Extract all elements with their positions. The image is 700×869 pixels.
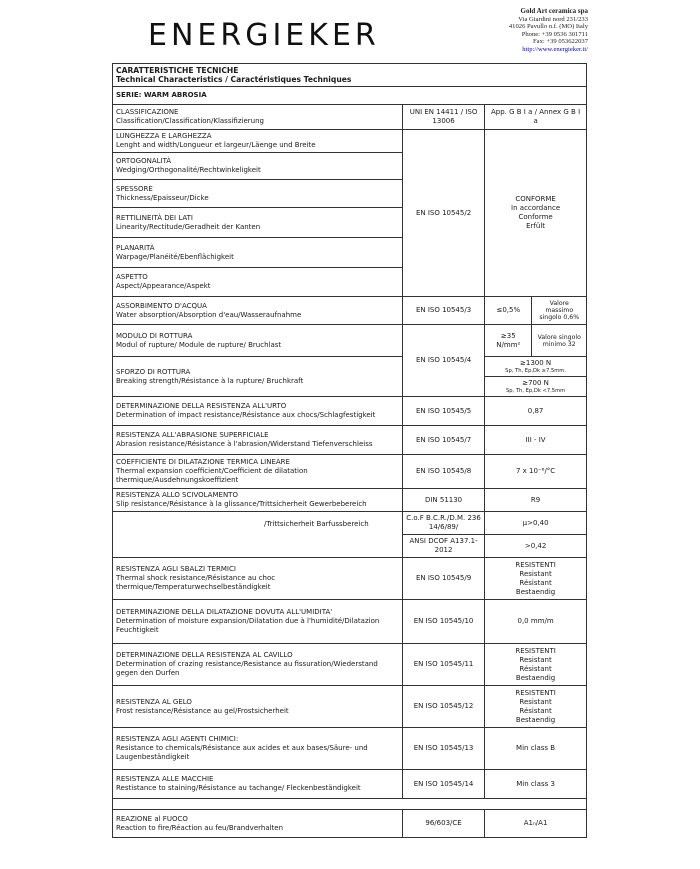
table-subtitle: Technical Characteristics / Caractéristiques Techniques (116, 75, 352, 84)
dimension-compliance-value (485, 130, 587, 297)
row-value: 0,87 (485, 397, 587, 426)
row-label (113, 728, 403, 770)
value-line: Résistant (519, 578, 552, 587)
label-it: RESISTENZA AGLI SBALZI TERMICI (116, 565, 236, 573)
label-it: RESISTENZA AGLI AGENTI CHIMICI: (116, 735, 239, 743)
table-row (113, 357, 587, 377)
label-it: COEFFICIENTE DI DILATAZIONE TERMICA LINEARE (116, 458, 290, 466)
logo-text-left: ENERGI (148, 18, 286, 53)
row-norm: UNI EN 14411 / ISO 13006 (402, 105, 484, 130)
label-translation: Aspect/Appearance/Aspekt (116, 282, 211, 290)
row-value: 0,0 mm/m (485, 600, 587, 644)
label-it: ORTOGONALITÀ (116, 157, 172, 165)
value-line: Bestaendig (515, 673, 556, 682)
row-value: >0,42 (485, 535, 587, 558)
serie-row (113, 87, 587, 105)
table-row (113, 489, 587, 512)
row-label (113, 426, 403, 455)
row-value: µ>0,40 (485, 512, 587, 535)
label-translation: Thermal expansion coefficient/Coefficient de dilatation thermique/Ausdehnungskoeffizient (116, 467, 308, 484)
value-line: Resistant (519, 655, 552, 664)
value-line: RESISTENTI (515, 560, 556, 569)
label-translation: Thermal shock resistance/Résistance au choc thermique/Temperaturwechselbeständigkeit (116, 574, 276, 591)
address-fax: Fax: +39 053622037 (532, 38, 588, 46)
label-translation: Determination of impact resistance/Résistance aux chocs/Schlagfestigkeit (116, 411, 376, 419)
row-label (113, 455, 403, 489)
address-street: Via Giardini nord 231/233 (518, 15, 588, 23)
row-norm: EN ISO 10545/2 (402, 130, 484, 297)
company-website-link[interactable]: http://www.energieker.it/ (522, 45, 588, 53)
label-translation: Water absorption/Absorption d'eau/Wasseraufnahme (116, 310, 302, 319)
row-label (113, 558, 403, 600)
table-row (113, 558, 587, 600)
row-label (113, 180, 403, 208)
row-norm: EN ISO 10545/11 (402, 644, 484, 686)
address-phone: Phone: +39 0536 301711 (521, 30, 588, 38)
row-value (485, 644, 587, 686)
value-line: Résistant (519, 706, 552, 715)
row-norm: EN ISO 10545/4 (402, 325, 484, 397)
label-translation: Lenght and width/Longueur et largeur/Läenge und Breite (116, 141, 316, 149)
row-value-note: Valore massimo singolo 0,6% (532, 297, 587, 325)
value-line: In accordance (511, 204, 561, 212)
logo-text-mid: E (285, 18, 309, 53)
row-norm: DIN 51130 (402, 489, 484, 512)
label-it: RESISTENZA ALL'ABRASIONE SUPERFICIALE (116, 431, 269, 439)
value-note: Sp, Th, Ep,Dk <7,5mm (505, 388, 566, 394)
company-address (509, 8, 588, 54)
row-norm: EN ISO 10545/12 (402, 686, 484, 728)
row-norm: EN ISO 10545/5 (402, 397, 484, 426)
row-label (113, 297, 403, 325)
label-it: RETTILINEITÀ DEI LATI (116, 213, 193, 222)
table-header-row (113, 64, 587, 87)
row-value: 7 x 10⁻⁶/°C (485, 455, 587, 489)
value-line: ≥1300 N (520, 359, 552, 367)
table-row (113, 297, 587, 325)
table-title: CARATTERISTICHE TECNICHE (116, 66, 239, 75)
table-header (113, 64, 587, 87)
row-label (113, 512, 403, 558)
row-value: Min class 3 (485, 770, 587, 799)
table-row (113, 644, 587, 686)
row-label (113, 810, 403, 838)
row-label (113, 357, 403, 397)
table-gap (113, 799, 587, 810)
value-line: ≥700 N (522, 379, 549, 387)
row-value (485, 558, 587, 600)
row-norm: EN ISO 10545/7 (402, 426, 484, 455)
value-line: Résistant (519, 664, 552, 673)
row-value: ≥35 N/mm² (485, 325, 532, 357)
label-translation: Thickness/Epaisseur/Dicke (116, 193, 209, 202)
row-value: ≤0,5% (485, 297, 532, 325)
table-row (113, 770, 587, 799)
row-norm: EN ISO 10545/9 (402, 558, 484, 600)
row-value: Min class B (485, 728, 587, 770)
table-row (113, 686, 587, 728)
row-value: III - IV (485, 426, 587, 455)
row-label (113, 325, 403, 357)
row-label (113, 770, 403, 799)
label-translation: Modul of rupture/ Module de rupture/ Bruchlast (116, 340, 282, 349)
row-label (113, 268, 403, 297)
row-value (485, 686, 587, 728)
row-norm: 96/603/CE (402, 810, 484, 838)
address-city: 41026 Pavullo n.f. (MO) Italy (508, 23, 588, 31)
row-norm: ANSI DCOF A137.1-2012 (402, 535, 484, 558)
label-translation: Linearity/Rectitude/Geradheit der Kanten (116, 222, 261, 231)
value-line: Bestaendig (515, 715, 556, 724)
label-it: PLANARITÀ (116, 243, 155, 252)
gap-cell (113, 799, 587, 810)
row-norm: EN ISO 10545/14 (402, 770, 484, 799)
technical-characteristics-table (112, 63, 587, 838)
row-norm: EN ISO 10545/3 (402, 297, 484, 325)
value-line: Erfült (526, 222, 546, 230)
label-it: MODULO DI ROTTURA (116, 331, 193, 340)
label-it: DETERMINAZIONE DELLA RESISTENZA AL CAVILLO (116, 651, 293, 659)
label-it: SFORZO DI ROTTURA (116, 367, 191, 376)
label-translation: Breaking strength/Résistance à la rupture/ Bruchkraft (116, 376, 304, 385)
value-line: Bestaendig (515, 587, 556, 596)
row-label (113, 489, 403, 512)
table-row (113, 455, 587, 489)
row-label (113, 208, 403, 238)
table-row (113, 426, 587, 455)
label-it: RESISTENZA AL GELO (116, 697, 192, 706)
label-it: ASSORBIMENTO D'ACQUA (116, 301, 207, 310)
row-label (113, 153, 403, 180)
label-it: REAZIONE al FUOCO (116, 814, 188, 823)
label-it: DETERMINAZIONE DELLA RESISTENZA ALL'URTO (116, 402, 287, 410)
row-label (113, 686, 403, 728)
label-translation: Wedging/Orthogonalité/Rechtwinkeligkeit (116, 166, 261, 174)
label-translation: Restistance to staining/Résistance au tachange/ Fleckenbeständigkeit (116, 784, 361, 792)
label-translation: Warpage/Planéité/Ebenflächigkeit (116, 252, 234, 261)
value-line: CONFORME (515, 195, 556, 203)
label-it: SPESSORE (116, 184, 153, 193)
value-note: Sp, Th, Ep,Dk ≥7,5mm. (505, 368, 567, 374)
label-it: CLASSIFICAZIONE (116, 108, 179, 116)
table-row (113, 397, 587, 426)
row-value: A1ₙ/A1 (485, 810, 587, 838)
label-it: ASPETTO (116, 273, 148, 281)
label-translation: /Trittsicherheit Barfussbereich (264, 520, 369, 528)
row-value (485, 357, 587, 377)
row-label (113, 644, 403, 686)
table-row (113, 810, 587, 838)
label-translation: Slip resistance/Résistance à la glissance/Trittsicherheit Gewerbebereich (116, 500, 367, 508)
row-label (113, 600, 403, 644)
label-translation: Reaction to fire/Réaction au feu/Brandverhalten (116, 823, 284, 832)
label-translation: Frost resistance/Résistance au gel/Frostsicherheit (116, 706, 289, 715)
label-translation: Abrasion resistance/Résistance à l'abrasion/Widerstand Tiefenverschleiss (116, 440, 373, 448)
row-value: R9 (485, 489, 587, 512)
table-row (113, 105, 587, 130)
serie-name: SERIE: WARM ABROSIA (113, 87, 587, 105)
logo-text-right: KER (308, 18, 380, 53)
label-translation: Classification/Classification/Klassifizierung (116, 117, 264, 125)
label-it: DETERMINAZIONE DELLA DILATAZIONE DOVUTA ALL'UMIDITA' (116, 608, 333, 616)
label-it: RESISTENZA ALLO SCIVOLAMENTO (116, 491, 238, 499)
row-label (113, 105, 403, 130)
company-name: Gold Art ceramica spa (520, 7, 588, 15)
row-norm: C.o.F B.C.R./D.M. 236 14/6/89/ (402, 512, 484, 535)
label-it: LUNGHEZZA E LARGHEZZA (116, 132, 212, 140)
row-value-note: Valore singolo minimo 32 (532, 325, 587, 357)
value-line: Resistant (519, 569, 552, 578)
label-translation: Resistance to chemicals/Résistance aux acides et aux bases/Säure- und Laugenbeständigkeit (116, 744, 368, 761)
table-row (113, 512, 587, 535)
value-line: Resistant (519, 697, 552, 706)
table-row (113, 728, 587, 770)
row-norm: EN ISO 10545/8 (402, 455, 484, 489)
energieker-logo (148, 16, 380, 56)
label-translation: Determination of crazing resistance/Resistance au fissuration/Wiederstand gegen den Durfen (116, 660, 378, 677)
row-label (113, 130, 403, 153)
label-translation: Determination of moisture expansion/Dilatation due à l'humidité/Dilatazion Feuchtigkeit (116, 617, 380, 634)
value-line: RESISTENTI (515, 646, 556, 655)
table-row (113, 600, 587, 644)
row-label (113, 238, 403, 268)
value-line: RESISTENTI (515, 688, 556, 697)
table-row (113, 325, 587, 357)
row-norm: EN ISO 10545/10 (402, 600, 484, 644)
table-row (113, 130, 587, 153)
row-label (113, 397, 403, 426)
label-it: RESISTENZA ALLE MACCHIE (116, 775, 214, 783)
row-value: App. G B I a / Annex G B I a (485, 105, 587, 130)
row-norm: EN ISO 10545/13 (402, 728, 484, 770)
value-line: Conforme (518, 213, 553, 221)
row-value (485, 377, 587, 397)
